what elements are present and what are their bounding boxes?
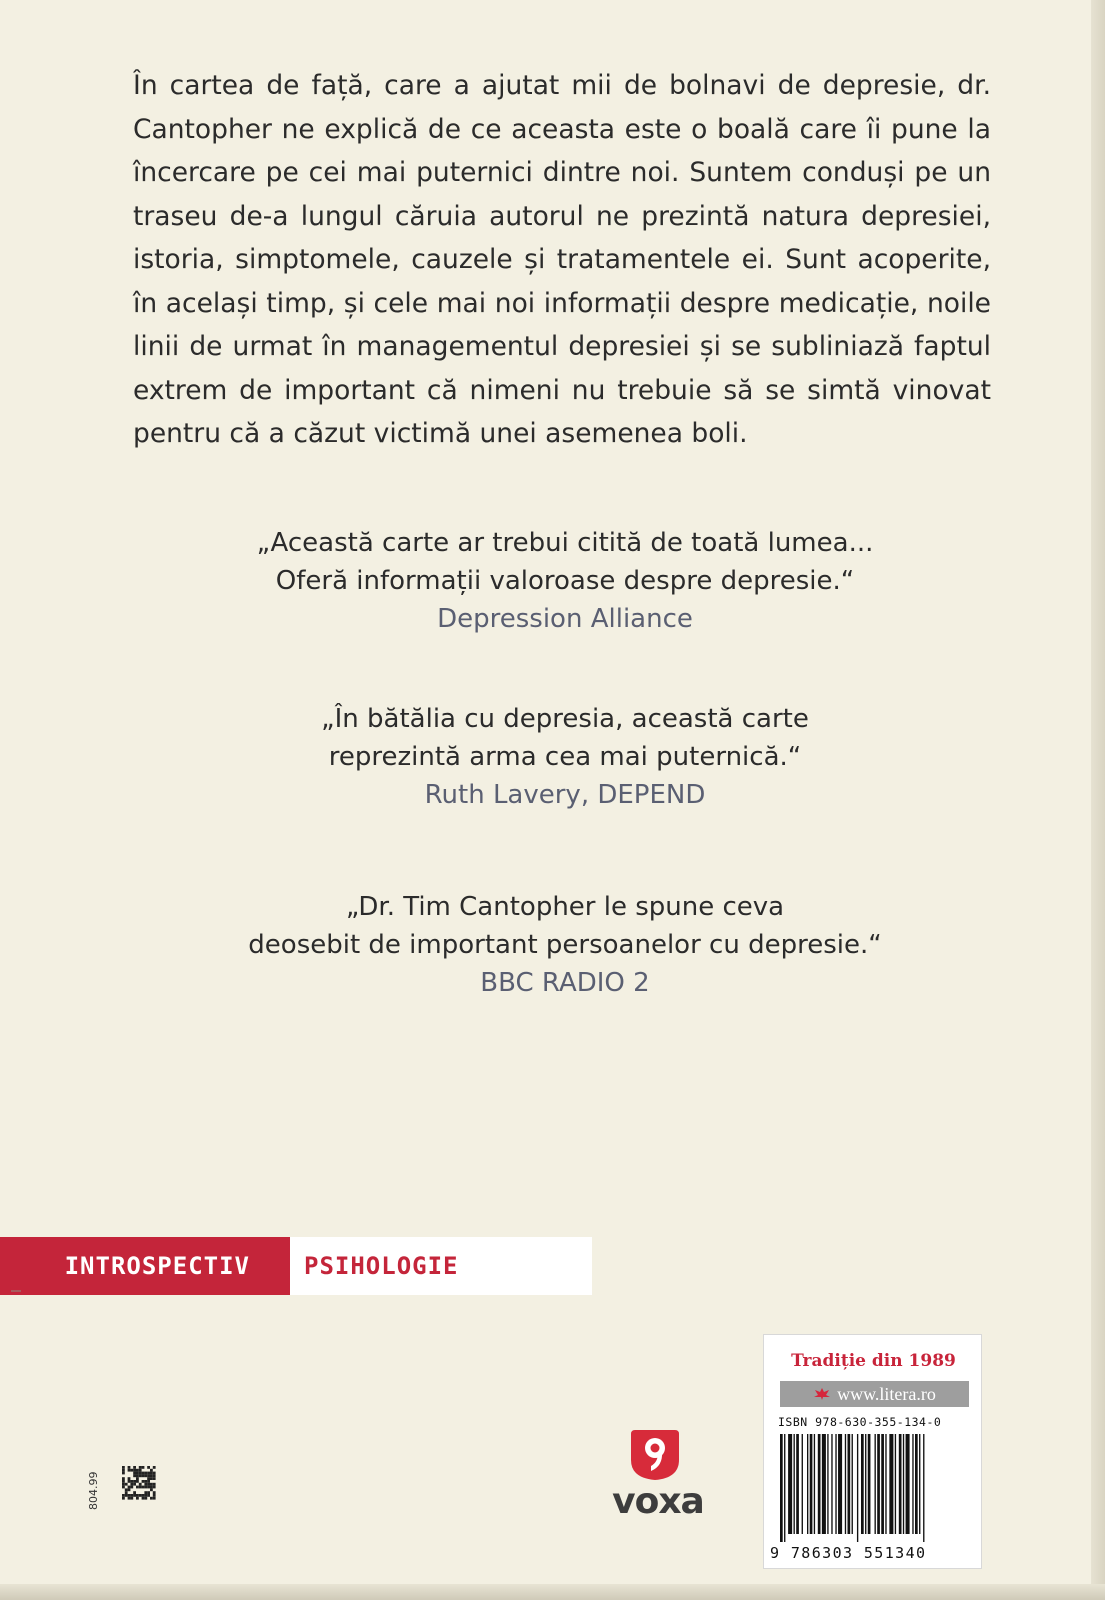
qr-module <box>144 1483 147 1486</box>
qr-module <box>150 1488 153 1491</box>
qr-module <box>128 1477 131 1480</box>
barcode-bar <box>877 1434 880 1534</box>
qr-module <box>122 1483 125 1486</box>
qr-module <box>139 1494 142 1497</box>
qr-module <box>130 1494 133 1497</box>
category-tag: PSIHOLOGIE <box>290 1237 592 1295</box>
quote-line: reprezintă arma cea mai puternică.“ <box>328 742 802 772</box>
qr-module <box>128 1497 131 1500</box>
qr-module <box>136 1477 139 1480</box>
barcode-bar <box>923 1434 924 1542</box>
qr-code-icon <box>122 1466 156 1500</box>
qr-module <box>128 1469 131 1472</box>
isbn-text: ISBN 978-630-355-134-0 <box>778 1415 942 1429</box>
qr-module <box>133 1483 136 1486</box>
review-quote-2 <box>150 700 980 814</box>
qr-module <box>153 1474 156 1477</box>
qr-module <box>144 1497 147 1500</box>
barcode-bar <box>814 1434 815 1534</box>
qr-module <box>153 1483 156 1486</box>
quote-line: „În bătălia cu depresia, această carte <box>321 704 809 734</box>
qr-module <box>150 1477 153 1480</box>
barcode-bar <box>818 1434 821 1534</box>
qr-module <box>122 1480 125 1483</box>
qr-module <box>142 1474 145 1477</box>
qr-module <box>130 1497 133 1500</box>
barcode-bar <box>875 1434 876 1534</box>
barcode-bar <box>865 1434 866 1534</box>
qr-module <box>147 1472 150 1475</box>
qr-module <box>133 1472 136 1475</box>
publisher-name: voxa <box>612 1481 704 1522</box>
qr-module <box>139 1474 142 1477</box>
quote-line: „Dr. Tim Cantopher le spune ceva <box>345 892 785 922</box>
barcode-bar <box>831 1434 832 1534</box>
qr-module <box>144 1491 147 1494</box>
barcode-bar <box>903 1434 904 1534</box>
tradition-label: Tradiție din 1989 <box>791 1351 956 1371</box>
price-code: 804.99 <box>87 1471 100 1510</box>
qr-module <box>150 1486 153 1489</box>
barcode-icon <box>778 1434 973 1542</box>
quote-source: Depression Alliance <box>437 604 693 634</box>
qr-module <box>128 1466 131 1469</box>
maple-leaf-icon <box>813 1387 831 1401</box>
qr-module <box>133 1494 136 1497</box>
barcode-bar <box>861 1434 864 1534</box>
barcode-bar <box>796 1434 799 1534</box>
qr-module <box>153 1472 156 1475</box>
barcode-bar <box>885 1434 886 1534</box>
publisher-sticker <box>763 1334 982 1569</box>
qr-module <box>142 1480 145 1483</box>
barcode-bar <box>852 1434 853 1534</box>
qr-module <box>122 1466 125 1469</box>
qr-module <box>150 1474 153 1477</box>
website-label <box>780 1381 969 1407</box>
qr-module <box>153 1497 156 1500</box>
print-speck <box>11 1290 21 1292</box>
qr-module <box>125 1494 128 1497</box>
qr-module <box>142 1494 145 1497</box>
qr-module <box>136 1469 139 1472</box>
qr-module <box>133 1474 136 1477</box>
qr-module <box>142 1497 145 1500</box>
barcode-bar <box>848 1434 851 1534</box>
qr-module <box>125 1488 128 1491</box>
qr-module <box>153 1477 156 1480</box>
barcode-bar <box>784 1434 785 1542</box>
voxa-logo-icon <box>629 1426 681 1482</box>
qr-module <box>139 1469 142 1472</box>
barcode-bar <box>780 1434 783 1542</box>
qr-module <box>147 1477 150 1480</box>
review-quote-1 <box>150 524 980 638</box>
qr-module <box>136 1497 139 1500</box>
barcode-bar <box>794 1434 795 1534</box>
cover-edge-bottom <box>0 1584 1105 1600</box>
qr-module <box>153 1466 156 1469</box>
qr-module <box>144 1494 147 1497</box>
qr-module <box>147 1494 150 1497</box>
qr-module <box>133 1480 136 1483</box>
barcode-digits: 9 786303 551340 <box>770 1544 927 1562</box>
barcode-bar <box>881 1434 884 1534</box>
barcode-bar <box>919 1434 920 1534</box>
qr-module <box>122 1486 125 1489</box>
qr-module <box>139 1472 142 1475</box>
qr-module <box>150 1472 153 1475</box>
qr-module <box>153 1486 156 1489</box>
publisher-logo <box>598 1426 718 1526</box>
qr-module <box>130 1469 133 1472</box>
barcode-bar <box>857 1434 858 1542</box>
qr-module <box>122 1497 125 1500</box>
qr-module <box>147 1466 150 1469</box>
book-description: În cartea de față, care a ajutat mii de bolnavi de depresie, dr. Cantopher ne explică de ce aceasta este o boală care îi pune la încercare pe cei mai puternici dintre noi. Suntem conduși pe un traseu de-a lungul căruia autorul ne prezintă natura depresiei, istoria, simptomele, cauzele și tratamentele ei. Sunt acoperite, în același timp, și cele mai noi informații despre medicație, noile linii de urmat în managementul depresiei și se subliniază faptul extrem de important că nimeni nu trebuie să se simtă vinovat pentru că a căzut victimă unei asemenea boli. <box>133 70 991 449</box>
quote-source: Ruth Lavery, DEPEND <box>424 780 706 810</box>
qr-module <box>144 1474 147 1477</box>
qr-module <box>128 1488 131 1491</box>
qr-module <box>142 1486 145 1489</box>
barcode-bar <box>835 1434 836 1534</box>
qr-module <box>144 1472 147 1475</box>
barcode-bar <box>788 1434 792 1534</box>
cover-edge-right <box>1091 0 1105 1600</box>
quote-line: deosebit de important persoanelor cu depresie.“ <box>248 930 882 960</box>
category-bar <box>0 1237 592 1295</box>
qr-module <box>147 1491 150 1494</box>
qr-module <box>153 1491 156 1494</box>
barcode-bar <box>802 1434 803 1534</box>
qr-module <box>133 1466 136 1469</box>
qr-module <box>144 1480 147 1483</box>
qr-module <box>125 1491 128 1494</box>
qr-module <box>136 1480 139 1483</box>
barcode-bar <box>807 1434 808 1534</box>
barcode-bar <box>912 1434 913 1534</box>
qr-module <box>136 1486 139 1489</box>
qr-module <box>125 1483 128 1486</box>
qr-module <box>136 1474 139 1477</box>
qr-module <box>130 1486 133 1489</box>
qr-module <box>150 1497 153 1500</box>
barcode-bar <box>838 1434 842 1534</box>
qr-module <box>122 1477 125 1480</box>
series-tag: INTROSPECTIV <box>0 1237 290 1295</box>
barcode-bar <box>915 1434 918 1534</box>
barcode-bar <box>827 1434 828 1534</box>
qr-module <box>133 1469 136 1472</box>
qr-module <box>122 1494 125 1497</box>
qr-module <box>147 1480 150 1483</box>
qr-module <box>128 1486 131 1489</box>
qr-module <box>153 1494 156 1497</box>
barcode-bar <box>906 1434 910 1534</box>
qr-module <box>136 1494 139 1497</box>
barcode-bar <box>899 1434 902 1534</box>
qr-module <box>139 1486 142 1489</box>
qr-module <box>122 1472 125 1475</box>
review-quote-3 <box>150 888 980 1002</box>
qr-module <box>142 1466 145 1469</box>
qr-module <box>150 1483 153 1486</box>
quote-line: „Această carte ar trebui citită de toată lumea... <box>256 528 874 558</box>
qr-module <box>130 1480 133 1483</box>
barcode-bar <box>868 1434 871 1534</box>
qr-module <box>147 1486 150 1489</box>
barcode-bar <box>889 1434 893 1534</box>
qr-module <box>130 1483 133 1486</box>
qr-module <box>147 1483 150 1486</box>
qr-module <box>144 1486 147 1489</box>
qr-module <box>128 1480 131 1483</box>
qr-module <box>122 1469 125 1472</box>
qr-module <box>147 1474 150 1477</box>
qr-module <box>139 1483 142 1486</box>
quote-line: Oferă informații valoroase despre depresie.“ <box>275 566 855 596</box>
qr-module <box>139 1466 142 1469</box>
qr-module <box>136 1472 139 1475</box>
quote-source: BBC RADIO 2 <box>480 968 650 998</box>
barcode-bar <box>845 1434 846 1534</box>
qr-module <box>150 1469 153 1472</box>
barcode-bar <box>895 1434 896 1534</box>
qr-module <box>133 1491 136 1494</box>
barcode-bar <box>810 1434 813 1534</box>
qr-module <box>128 1494 131 1497</box>
barcode-bar <box>822 1434 826 1534</box>
qr-module <box>142 1472 145 1475</box>
website-text: www.litera.ro <box>837 1383 936 1404</box>
